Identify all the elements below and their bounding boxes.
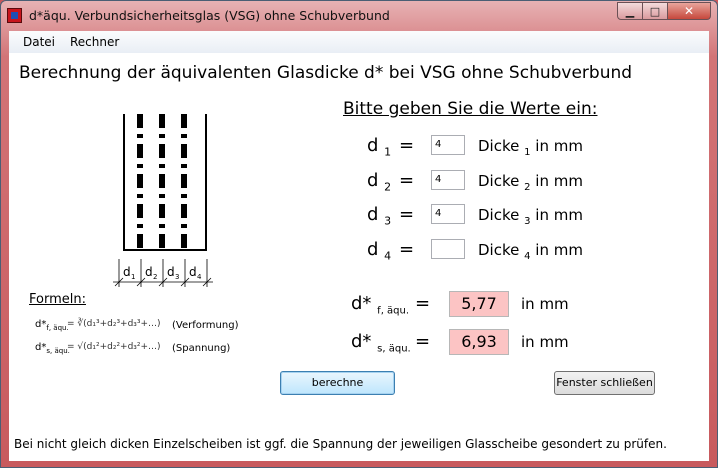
d2-symbol: d $_2$ [367,170,392,194]
maximize-icon: □ [649,4,661,18]
client-area [9,53,709,461]
minimize-icon: ▁ [625,4,635,18]
d3-input[interactable]: 4 [431,204,465,224]
d4-input[interactable] [431,239,465,259]
menu-file[interactable]: Datei [23,35,56,49]
menu-calculator[interactable]: Rechner [70,35,120,49]
diagram-label-d4: d [189,265,197,279]
result-s-symbol: d* $_{s, äqu.}$ [351,331,411,355]
d1-input[interactable]: 4 [431,135,465,155]
result-s-equals: = [415,331,431,352]
d1-equals: = [399,135,415,156]
result-f-symbol: d* $_{f, äqu.}$ [351,293,410,317]
window-title: d*äqu. Verbundsicherheitsglas (VSG) ohne Schubverbund [29,8,390,23]
maximize-button[interactable] [643,2,668,20]
close-window-button[interactable]: Fenster schließen [554,371,655,395]
diagram-index-2: 2 [153,273,158,281]
d3-equals: = [399,204,415,225]
formula-f-symbol: $d*_{f, äqu.}$ [35,319,69,332]
d2-input[interactable]: 4 [431,170,465,190]
d4-symbol: d $_4$ [367,239,392,263]
diagram-index-4: 4 [197,273,202,281]
formulas-title: Formeln: [29,292,86,307]
result-s-unit: in mm [521,333,569,351]
close-button[interactable] [668,2,711,20]
result-f-equals: = [415,293,431,314]
result-s-value[interactable]: 6,93 [449,329,509,355]
footnote: Bei nicht gleich dicken Einzelscheiben ist ggf. die Spannung der jeweiligen Glasscheibe gesondert zu prüfen. [14,437,667,451]
d2-unit-label: Dicke $_2$ in mm [478,172,583,193]
formula-s-expression: = √(d₁²+d₂²+d₃²+…) [67,342,161,352]
minimize-button[interactable] [617,2,643,20]
result-f-unit: in mm [521,295,569,313]
result-f-value[interactable]: 5,77 [449,291,509,317]
title-bar[interactable] [1,1,717,31]
diagram-index-3: 3 [175,273,180,281]
d3-symbol: d $_3$ [367,204,392,228]
d4-equals: = [399,239,415,260]
close-icon: ✕ [683,4,695,18]
glass-layers-diagram [109,109,219,294]
input-prompt: Bitte geben Sie die Werte ein: [343,99,598,119]
calculate-button[interactable]: berechne [280,371,395,395]
d1-symbol: d $_1$ [367,135,392,159]
formula-f-label: (Verformung) [172,320,239,331]
app-icon[interactable] [7,8,22,23]
menu-bar [9,31,709,53]
page-title: Berechnung der äquivalenten Glasdicke d* bei VSG ohne Schubverbund [19,63,633,83]
diagram-label-d3: d [167,265,175,279]
d3-unit-label: Dicke $_3$ in mm [478,206,583,227]
formula-s-label: (Spannung) [172,343,231,354]
window-controls [617,2,711,20]
d2-equals: = [399,170,415,191]
d4-unit-label: Dicke $_4$ in mm [478,241,583,262]
formula-s-symbol: $d*_{s, äqu.}$ [35,342,70,355]
formula-f-expression: = ∛(d₁³+d₂³+d₃³+…) [67,319,161,329]
diagram-label-d1: d [123,265,131,279]
diagram-label-d2: d [145,265,153,279]
diagram-index-1: 1 [131,273,136,281]
d1-unit-label: Dicke $_1$ in mm [478,137,583,158]
